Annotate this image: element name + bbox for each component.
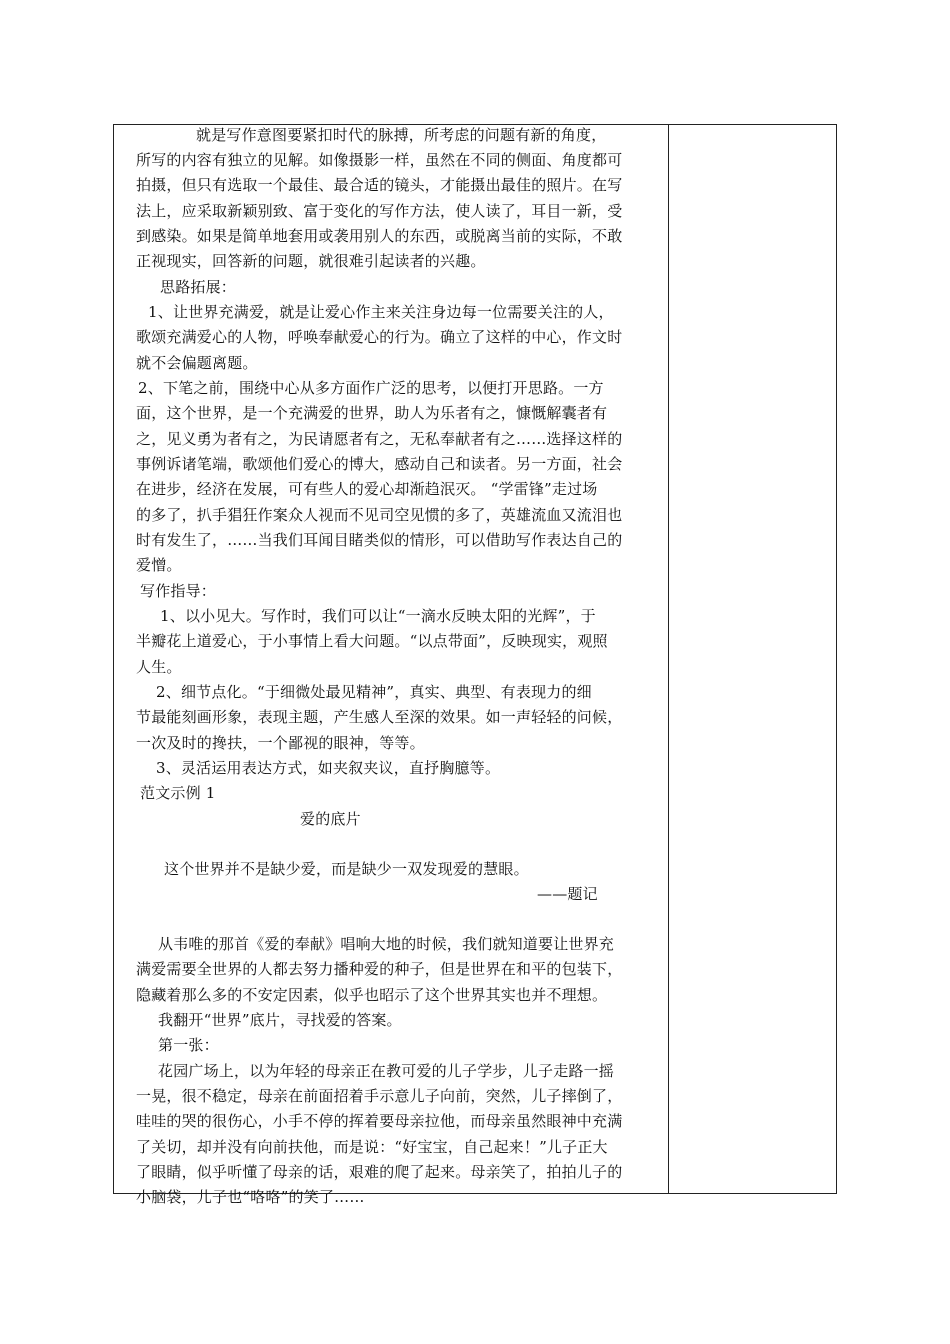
text-line: 所写的内容有独立的见解。如像摄影一样，虽然在不同的侧面、角度都可 <box>136 151 623 169</box>
text-line: 事例诉诸笔端，歌颂他们爱心的博大，感动自己和读者。另一方面，社会 <box>136 455 623 473</box>
text-line: 爱憎。 <box>136 556 182 574</box>
text-line: 就是写作意图要紧扣时代的脉搏，所考虑的问题有新的角度， <box>196 126 607 144</box>
text-line: 哇哇的哭的很伤心，小手不停的挥着要母亲拉他，而母亲虽然眼神中充满 <box>136 1112 623 1130</box>
text-line: 人生。 <box>136 658 182 676</box>
section-heading: 思路拓展： <box>160 278 237 296</box>
text-line: 花园广场上，以为年轻的母亲正在教可爱的儿子学步，儿子走路一摇 <box>158 1062 615 1080</box>
text-line: 法上，应采取新颖别致、富于变化的写作方法，使人读了，耳目一新，受 <box>136 202 623 220</box>
section-heading: 写作指导： <box>140 582 217 600</box>
text-line: 正视现实，回答新的问题，就很难引起读者的兴趣。 <box>136 252 486 270</box>
text-line: 我翻开“世界”底片，寻找爱的答案。 <box>158 1011 402 1029</box>
text-line: 拍摄，但只有选取一个最佳、最合适的镜头，才能摄出最佳的照片。在写 <box>136 176 623 194</box>
text-line: 的多了，扒手猖狂作案众人视而不见司空见惯的多了，英雄流血又流泪也 <box>136 506 623 524</box>
text-line: 时有发生了，……当我们耳闻目睹类似的情形，可以借助写作表达自己的 <box>136 531 623 549</box>
text-line: 到感染。如果是简单地套用或袭用别人的东西，或脱离当前的实际，不敢 <box>136 227 623 245</box>
text-line: 在进步，经济在发展，可有些人的爱心却渐趋泯灭。 “学雷锋”走过场 <box>136 480 598 498</box>
essay-title: 爱的底片 <box>300 810 361 828</box>
notes-cell <box>669 125 836 1193</box>
text-line: 小脑袋，儿子也“咯咯”的笑了…… <box>136 1188 365 1206</box>
text-line: 满爱需要全世界的人都去努力播种爱的种子，但是世界在和平的包装下， <box>136 960 623 978</box>
text-line: 面，这个世界，是一个充满爱的世界，助人为乐者有之，慷慨解囊者有 <box>136 404 608 422</box>
text-line: 2、细节点化。“于细微处最见精神”，真实、典型、有表现力的细 <box>156 683 592 701</box>
text-line: 半瓣花上道爱心，于小事情上看大问题。“以点带面”，反映现实，观照 <box>136 632 608 650</box>
text-line: 隐藏着那么多的不安定因素，似乎也昭示了这个世界其实也并不理想。 <box>136 986 608 1004</box>
text-line: 节最能刻画形象，表现主题，产生感人至深的效果。如一声轻轻的问候， <box>136 708 623 726</box>
text-line: 3、灵活运用表达方式，如夹叙夹议，直抒胸臆等。 <box>156 759 501 777</box>
text-line: 一晃，很不稳定，母亲在前面招着手示意儿子向前，突然，儿子摔倒了， <box>136 1087 623 1105</box>
text-line: 就不会偏题离题。 <box>136 354 258 372</box>
text-line: 2、下笔之前，围绕中心从多方面作广泛的思考，以便打开思路。一方 <box>138 379 604 397</box>
text-line: 1、让世界充满爱，就是让爱心作主来关注身边每一位需要关注的人， <box>148 303 614 321</box>
text-line: 歌颂充满爱心的人物，呼唤奉献爱心的行为。确立了这样的中心，作文时 <box>136 328 623 346</box>
text-line: 从韦唯的那首《爱的奉献》唱响大地的时候，我们就知道要让世界充 <box>158 935 615 953</box>
epigraph-attribution: ——题记 <box>537 885 598 903</box>
text-line: 了眼睛，似乎听懂了母亲的话，艰难的爬了起来。母亲笑了，拍拍儿子的 <box>136 1163 623 1181</box>
text-line: 之，见义勇为者有之，为民请愿者有之，无私奉献者有之……选择这样的 <box>136 430 623 448</box>
section-heading: 范文示例 1 <box>140 784 216 802</box>
section-heading: 第一张： <box>158 1036 219 1054</box>
epigraph: 这个世界并不是缺少爱，而是缺少一双发现爱的慧眼。 <box>164 860 529 878</box>
text-line: 了关切，却并没有向前扶他，而是说：“好宝宝，自己起来！”儿子正大 <box>136 1138 608 1156</box>
text-line: 1、以小见大。写作时，我们可以让“一滴水反映太阳的光辉”，于 <box>160 607 596 625</box>
text-line: 一次及时的搀扶，一个鄙视的眼神，等等。 <box>136 734 425 752</box>
